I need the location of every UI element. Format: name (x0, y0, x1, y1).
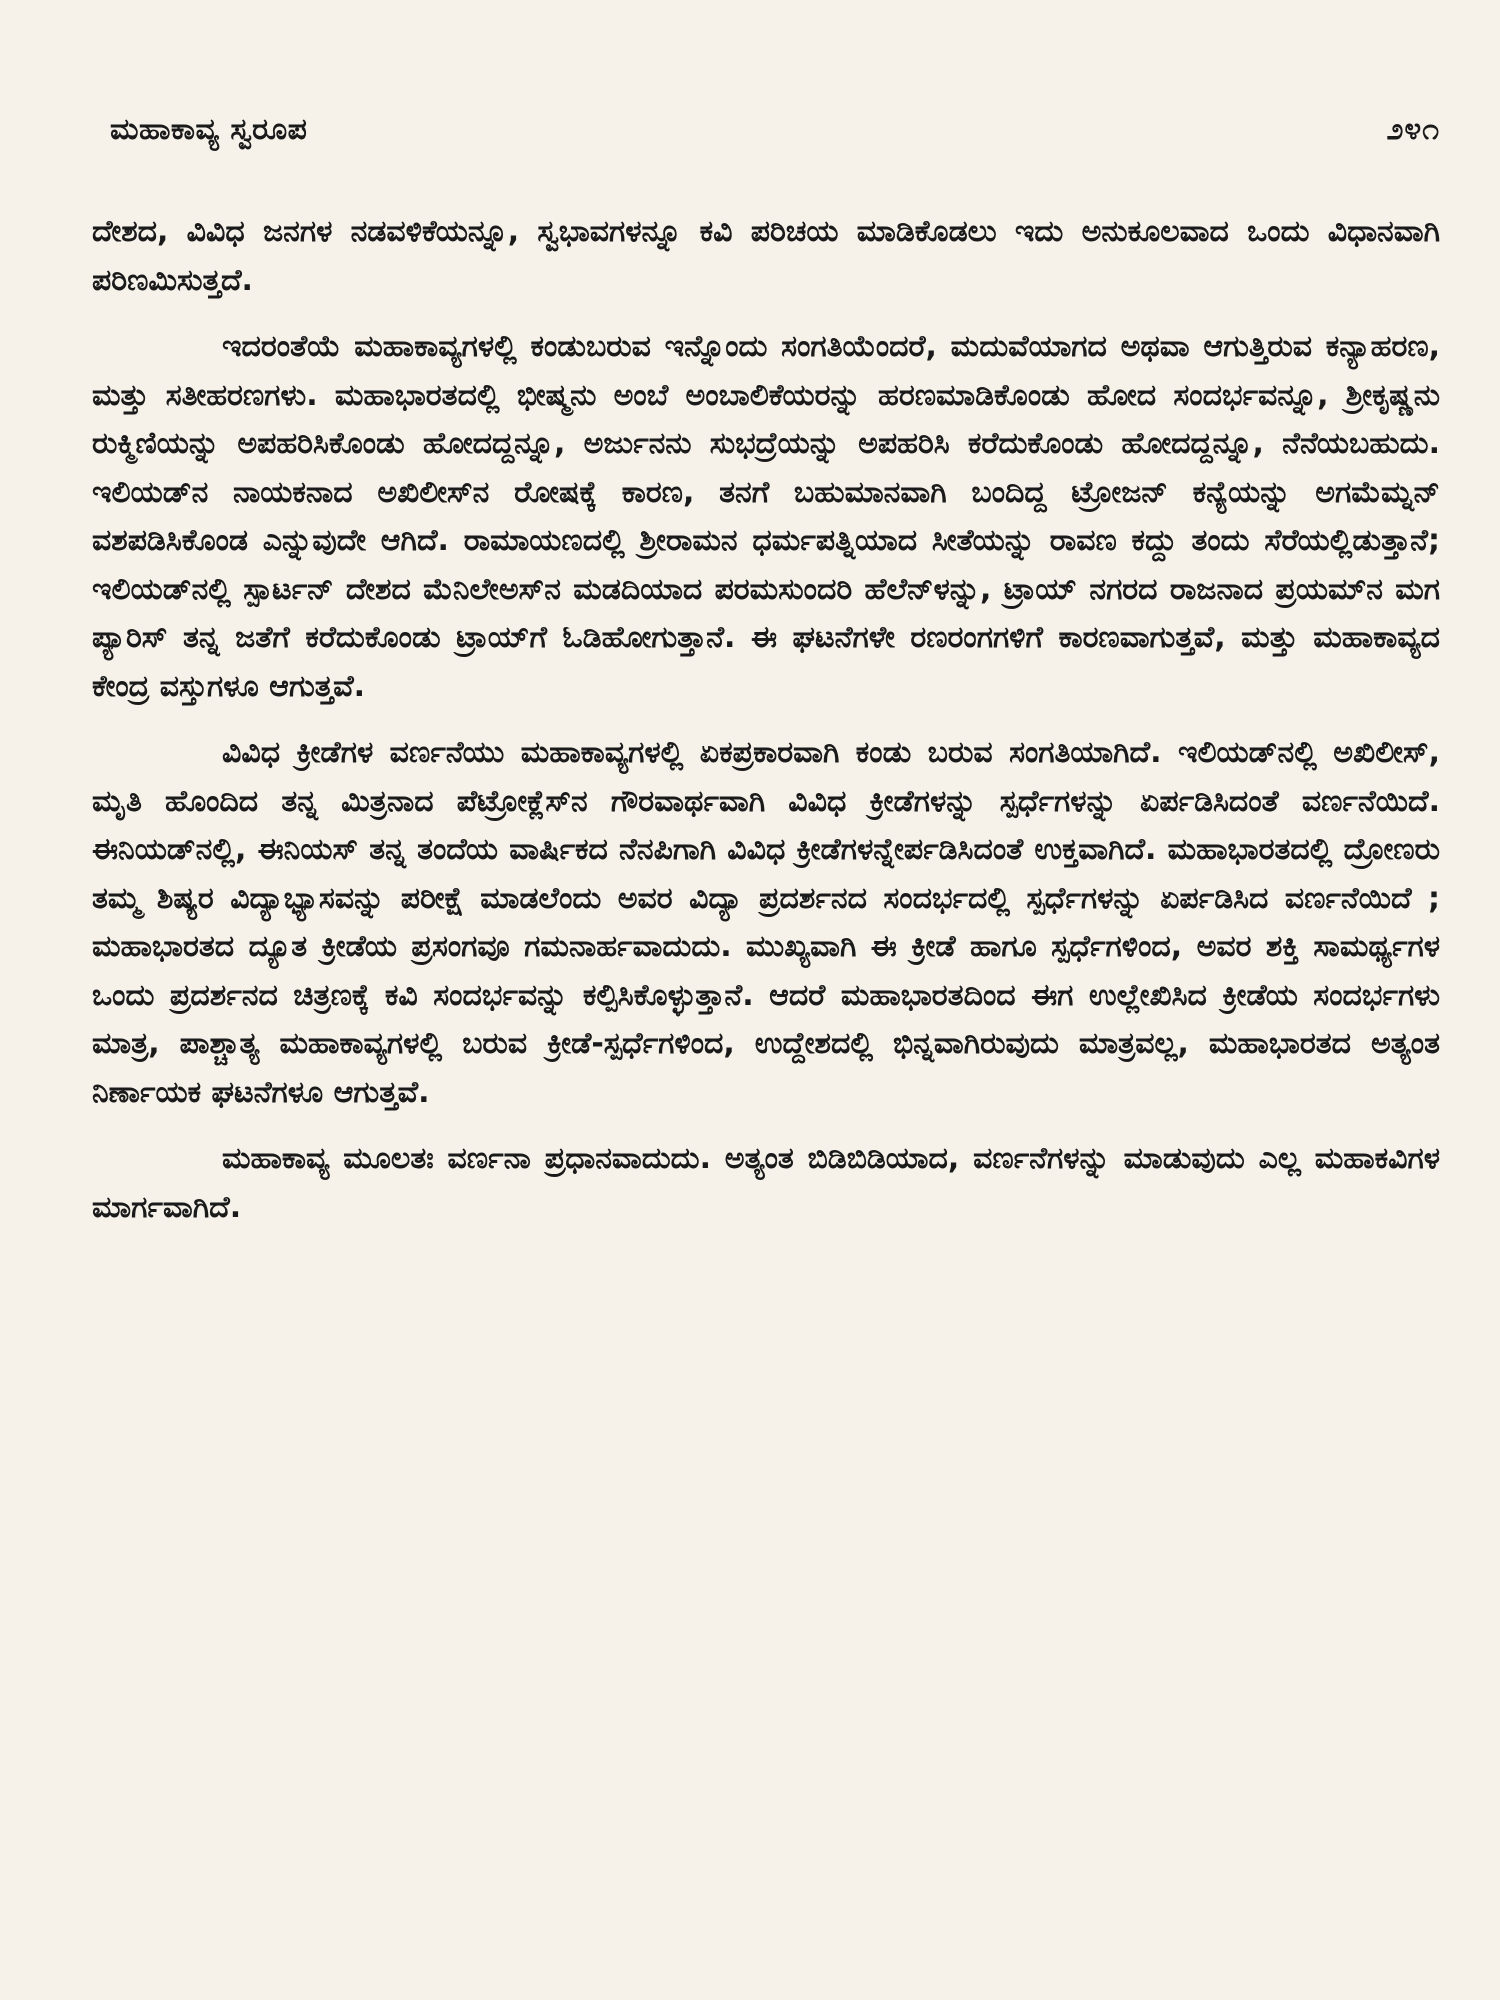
paragraph-continuation: ದೇಶದ, ವಿವಿಧ ಜನಗಳ ನಡವಳಿಕೆಯನ್ನೂ, ಸ್ವಭಾವಗಳನ್ನೂ ಕವಿ ಪರಿಚಯ ಮಾಡಿಕೊಡಲು ಇದು ಅನುಕೂಲವಾದ ಒಂದು ವಿಧಾನವಾಗಿ ಪರಿಣಮಿಸುತ್ತದೆ. (92, 214, 1440, 298)
paragraph-games: ವಿವಿಧ ಕ್ರೀಡೆಗಳ ವರ್ಣನೆಯು ಮಹಾಕಾವ್ಯಗಳಲ್ಲಿ ಏಕಪ್ರಕಾರವಾಗಿ ಕಂಡು ಬರುವ ಸಂಗತಿಯಾಗಿದೆ. ಇಲಿಯಡ್‌ನಲ್ಲಿ ಅಖಿಲೀಸ್, ಮೃತಿ ಹೊಂದಿದ ತನ್ನ ಮಿತ್ರನಾದ ಪೆಟ್ರೋಕ್ಲೆಸ್‌ನ ಗೌರವಾರ್ಥವಾಗಿ ವಿವಿಧ ಕ್ರೀಡೆಗಳನ್ನು ಸ್ಪರ್ಧೆಗಳನ್ನು ಏರ್ಪಡಿಸಿದಂತೆ ವರ್ಣನೆಯಿದೆ. ಈನಿಯಡ್‌ನಲ್ಲಿ, ಈನಿಯಸ್ ತನ್ನ ತಂದೆಯ ವಾರ್ಷಿಕದ ನೆನಪಿಗಾಗಿ ವಿವಿಧ ಕ್ರೀಡೆಗಳನ್ನೇರ್ಪಡಿಸಿದಂತೆ ಉಕ್ತವಾಗಿದೆ. ಮಹಾಭಾರತದಲ್ಲಿ ದ್ರೋಣರು ತಮ್ಮ ಶಿಷ್ಯರ ವಿದ್ಯಾಭ್ಯಾಸವನ್ನು ಪರೀಕ್ಷೆ ಮಾಡಲೆಂದು ಅವರ ವಿದ್ಯಾ ಪ್ರದರ್ಶನದ ಸಂದರ್ಭದಲ್ಲಿ ಸ್ಪರ್ಧೆಗಳನ್ನು ಏರ್ಪಡಿಸಿದ ವರ್ಣನೆಯಿದೆ ; ಮಹಾಭಾರತದ ದ್ಯೂತ ಕ್ರೀಡೆಯ ಪ್ರಸಂಗವೂ ಗಮನಾರ್ಹವಾದುದು. ಮುಖ್ಯವಾಗಿ ಈ ಕ್ರೀಡೆ ಹಾಗೂ ಸ್ಪರ್ಧೆಗಳಿಂದ, ಅವರ ಶಕ್ತಿ ಸಾಮರ್ಥ್ಯಗಳ ಒಂದು ಪ್ರದರ್ಶನದ ಚಿತ್ರಣಕ್ಕೆ ಕವಿ ಸಂದರ್ಭವನ್ನು ಕಲ್ಪಿಸಿಕೊಳ್ಳುತ್ತಾನೆ. ಆದರೆ ಮಹಾಭಾರತದಿಂದ ಈಗ ಉಲ್ಲೇಖಿಸಿದ ಕ್ರೀಡೆಯ ಸಂದರ್ಭಗಳು ಮಾತ್ರ, ಪಾಶ್ಚಾತ್ಯ ಮಹಾಕಾವ್ಯಗಳಲ್ಲಿ ಬರುವ ಕ್ರೀಡೆ-ಸ್ಪರ್ಧೆಗಳಿಂದ, ಉದ್ದೇಶದಲ್ಲಿ ಭಿನ್ನವಾಗಿರುವುದು ಮಾತ್ರವಲ್ಲ, ಮಹಾಭಾರತದ ಅತ್ಯಂತ ನಿರ್ಣಾಯಕ ಘಟನೆಗಳೂ ಆಗುತ್ತವೆ. (92, 735, 1440, 1110)
body-text (92, 208, 1440, 1232)
running-header (110, 104, 1440, 154)
page-number: ೨೪೧ (1386, 111, 1440, 147)
paragraph-description: ಮಹಾಕಾವ್ಯ ಮೂಲತಃ ವರ್ಣನಾ ಪ್ರಧಾನವಾದುದು. ಅತ್ಯಂತ ಬಿಡಿಬಿಡಿಯಾದ, ವರ್ಣನೆಗಳನ್ನು ಮಾಡುವುದು ಎಲ್ಲ ಮಹಾಕವಿಗಳ ಮಾರ್ಗವಾಗಿದೆ. (92, 1141, 1440, 1225)
paragraph-abduction: ಇದರಂತೆಯೆ ಮಹಾಕಾವ್ಯಗಳಲ್ಲಿ ಕಂಡುಬರುವ ಇನ್ನೊಂದು ಸಂಗತಿಯೆಂದರೆ, ಮದುವೆಯಾಗದ ಅಥವಾ ಆಗುತ್ತಿರುವ ಕನ್ಯಾಹರಣ, ಮತ್ತು ಸತೀಹರಣಗಳು. ಮಹಾಭಾರತದಲ್ಲಿ ಭೀಷ್ಮನು ಅಂಬೆ ಅಂಬಾಲಿಕೆಯರನ್ನು ಹರಣಮಾಡಿಕೊಂಡು ಹೋದ ಸಂದರ್ಭವನ್ನೂ, ಶ್ರೀಕೃಷ್ಣನು ರುಕ್ಮಿಣಿಯನ್ನು ಅಪಹರಿಸಿಕೊಂಡು ಹೋದದ್ದನ್ನೂ, ಅರ್ಜುನನು ಸುಭದ್ರೆಯನ್ನು ಅಪಹರಿಸಿ ಕರೆದುಕೊಂಡು ಹೋದದ್ದನ್ನೂ, ನೆನೆಯಬಹುದು. ಇಲಿಯಡ್‌ನ ನಾಯಕನಾದ ಅಖಿಲೀಸ್‌ನ ರೋಷಕ್ಕೆ ಕಾರಣ, ತನಗೆ ಬಹುಮಾನವಾಗಿ ಬಂದಿದ್ದ ಟ್ರೋಜನ್ ಕನ್ಯೆಯನ್ನು ಅಗಮೆಮ್ನನ್ ವಶಪಡಿಸಿಕೊಂಡ ಎನ್ನುವುದೇ ಆಗಿದೆ. ರಾಮಾಯಣದಲ್ಲಿ ಶ್ರೀರಾಮನ ಧರ್ಮಪತ್ನಿಯಾದ ಸೀತೆಯನ್ನು ರಾವಣ ಕದ್ದು ತಂದು ಸೆರೆಯಲ್ಲಿಡುತ್ತಾನೆ; ಇಲಿಯಡ್‌ನಲ್ಲಿ ಸ್ಪಾರ್ಟನ್ ದೇಶದ ಮೆನಿಲೇಅಸ್‌ನ ಮಡದಿಯಾದ ಪರಮಸುಂದರಿ ಹೆಲೆನ್‌ಳನ್ನು, ಟ್ರಾಯ್ ನಗರದ ರಾಜನಾದ ಪ್ರಯಮ್‌ನ ಮಗ ಪ್ಯಾರಿಸ್ ತನ್ನ ಜತೆಗೆ ಕರೆದುಕೊಂಡು ಟ್ರಾಯ್‌ಗೆ ಓಡಿಹೋಗುತ್ತಾನೆ. ಈ ಘಟನೆಗಳೇ ರಣರಂಗಗಳಿಗೆ ಕಾರಣವಾಗುತ್ತವೆ, ಮತ್ತು ಮಹಾಕಾವ್ಯದ ಕೇಂದ್ರ ವಸ್ತುಗಳೂ ಆಗುತ್ತವೆ. (92, 329, 1440, 704)
chapter-title: ಮಹಾಕಾವ್ಯ ಸ್ವರೂಪ (110, 111, 308, 147)
